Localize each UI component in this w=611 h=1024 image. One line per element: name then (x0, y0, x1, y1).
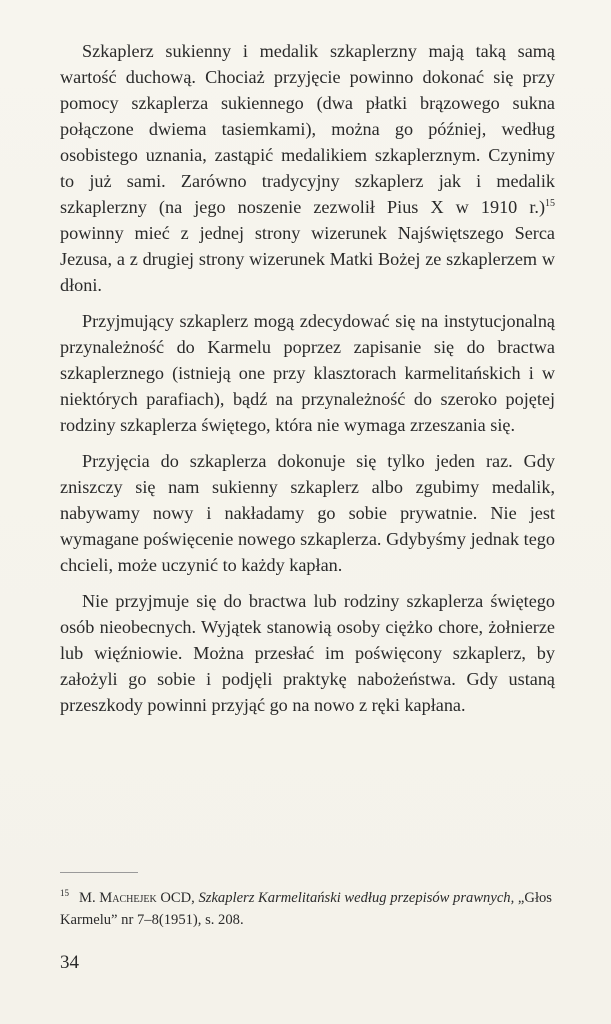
footnote (60, 887, 555, 931)
paragraph-4: Nie przyjmuje się do bractwa lub rodziny szkaplerza świętego osób nieobecnych. Wyjątek stanowią osoby ciężko chore, żołnierze lub więźniowie. Można przesłać im poświęcony szkaplerz, by założyli go sobie i podjęli praktykę nabożeństwa. Gdy ustaną przeszkody powinni przyjąć go na nowo z ręki kapłana. (60, 591, 555, 715)
footnote-reference: 15 (545, 197, 555, 209)
paragraph-3: Przyjęcia do szkaplerza dokonuje się tylko jeden raz. Gdy zniszczy się nam sukienny szkaplerz albo zgubimy medalik, nabywamy nowy i nakładamy go sobie prywatnie. Nie jest wymagane poświęcenie nowego szkaplerza. Gdybyśmy jednak tego chcieli, może uczynić to każdy kapłan. (60, 451, 555, 575)
main-text (60, 38, 555, 728)
footnote-author: M. Machejek OCD, (79, 890, 195, 906)
paragraph-1-text-continued: powinny mieć z jednej strony wizerunek Najświętszego Serca Jezusa, a z drugiej strony wizerunek Matki Bożej ze szkaplerzem w dłoni. (60, 223, 555, 295)
page-number: 34 (60, 952, 79, 973)
footnote-source: „Głos Karmelu” nr 7–8(1951), s. 208. (60, 890, 552, 928)
footnote-divider (60, 872, 138, 873)
paragraph-1-text: Szkaplerz sukienny i medalik szkaplerzny mają taką samą wartość duchową. Chociaż przyjęcie powinno dokonać się przy pomocy szkaplerza sukiennego (dwa płatki brązowego sukna połączone dwiema tasiemkami), można go później, według osobistego uznania, zastąpić medalikiem szkaplerznym. Czynimy to już sami. Zarówno tradycyjny szkaplerz jak i medalik szkaplerzny (na jego noszenie zezwolił Pius X w 1910 r.) (60, 41, 555, 217)
footnote-title: Szkaplerz Karmelitański według przepisów prawnych, (198, 890, 515, 906)
paragraph-2: Przyjmujący szkaplerz mogą zdecydować się na instytucjonalną przynależność do Karmelu poprzez zapisanie się do bractwa szkaplerznego (istnieją one przy klasztorach karmelitańskich i w niektórych parafiach), bądź na przynależność do szeroko pojętej rodziny szkaplerza świętego, która nie wymaga zrzeszania się. (60, 311, 555, 435)
footnote-number: 15 (60, 888, 69, 899)
paragraph-1 (60, 38, 555, 298)
